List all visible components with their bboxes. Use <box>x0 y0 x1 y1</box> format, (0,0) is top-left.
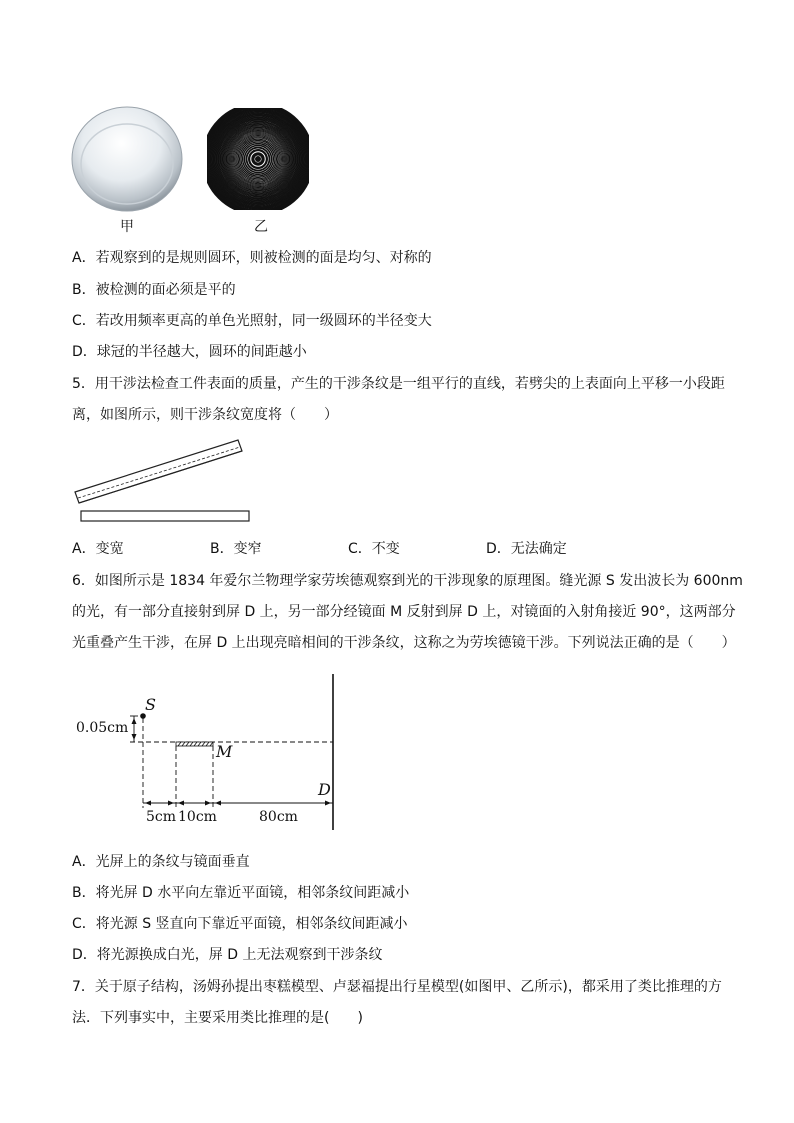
q6-option-b: B．将光屏 D 水平向左靠近平面镜，相邻条纹间距减小 <box>72 885 410 901</box>
lloyd-mirror-diagram <box>70 668 360 833</box>
q4-option-c: C．若改用频率更高的单色光照射，同一级圆环的半径变大 <box>72 313 432 329</box>
dim-5cm-label: 5cm <box>146 809 177 825</box>
q4-option-d: D．球冠的半径越大，圆环的间距越小 <box>72 344 307 360</box>
figure-jia <box>70 104 184 212</box>
spherical-cap-image <box>70 104 184 212</box>
figure-yi <box>207 108 309 210</box>
q6-stem-line1: 6．如图所示是 1834 年爱尔兰物理学家劳埃德观察到光的干涉现象的原理图。缝光源 S 发出波长为 600nm <box>72 573 743 589</box>
dim-height-label: 0.05cm <box>76 720 129 736</box>
dim-10cm-label: 10cm <box>178 809 217 825</box>
q7-stem-line2: 法．下列事实中，主要采用类比推理的是( ) <box>72 1010 363 1026</box>
source-s-dot <box>140 713 146 719</box>
q6-stem-line2: 的光，有一部分直接射到屏 D 上，另一部分经镜面 M 反射到屏 D 上，对镜面的入射角接近 90°，这两部分 <box>72 604 736 620</box>
q6-stem-line3: 光重叠产生干涉，在屏 D 上出现亮暗相间的干涉条纹，这称之为劳埃德镜干涉。下列说法正确的是（ ） <box>72 635 736 651</box>
label-d: D <box>318 780 331 799</box>
q6-option-a: A．光屏上的条纹与镜面垂直 <box>72 854 250 870</box>
dim-80cm-label: 80cm <box>259 809 298 825</box>
upper-plate <box>75 440 242 503</box>
q7-stem-line1: 7．关于原子结构，汤姆孙提出枣糕模型、卢瑟福提出行星模型(如图甲、乙所示)，都采用了类比推理的方 <box>72 979 722 995</box>
q5-option-c: C．不变 <box>348 541 400 557</box>
q5-option-a: A．变宽 <box>72 541 124 557</box>
figure-jia-label: 甲 <box>120 219 134 235</box>
wedge-diagram <box>70 436 260 528</box>
q6-option-d: D．将光源换成白光，屏 D 上无法观察到干涉条纹 <box>72 947 383 963</box>
q4-option-b: B．被检测的面必须是平的 <box>72 282 236 298</box>
figure-yi-label: 乙 <box>254 219 268 235</box>
q6-option-c: C．将光源 S 竖直向下靠近平面镜，相邻条纹间距减小 <box>72 916 408 932</box>
q5-option-b: B．变窄 <box>210 541 262 557</box>
lower-plate <box>81 511 249 521</box>
newton-rings-image <box>207 108 309 210</box>
label-s: S <box>145 695 156 714</box>
q5-stem-line1: 5．用干涉法检查工件表面的质量，产生的干涉条纹是一组平行的直线，若劈尖的上表面向上平移一小段距 <box>72 376 725 392</box>
q4-option-a: A．若观察到的是规则圆环，则被检测的面是均匀、对称的 <box>72 250 432 266</box>
label-m: M <box>216 742 233 761</box>
q5-option-d: D．无法确定 <box>486 541 567 557</box>
q5-stem-line2: 离，如图所示，则干涉条纹宽度将（ ） <box>72 407 338 423</box>
